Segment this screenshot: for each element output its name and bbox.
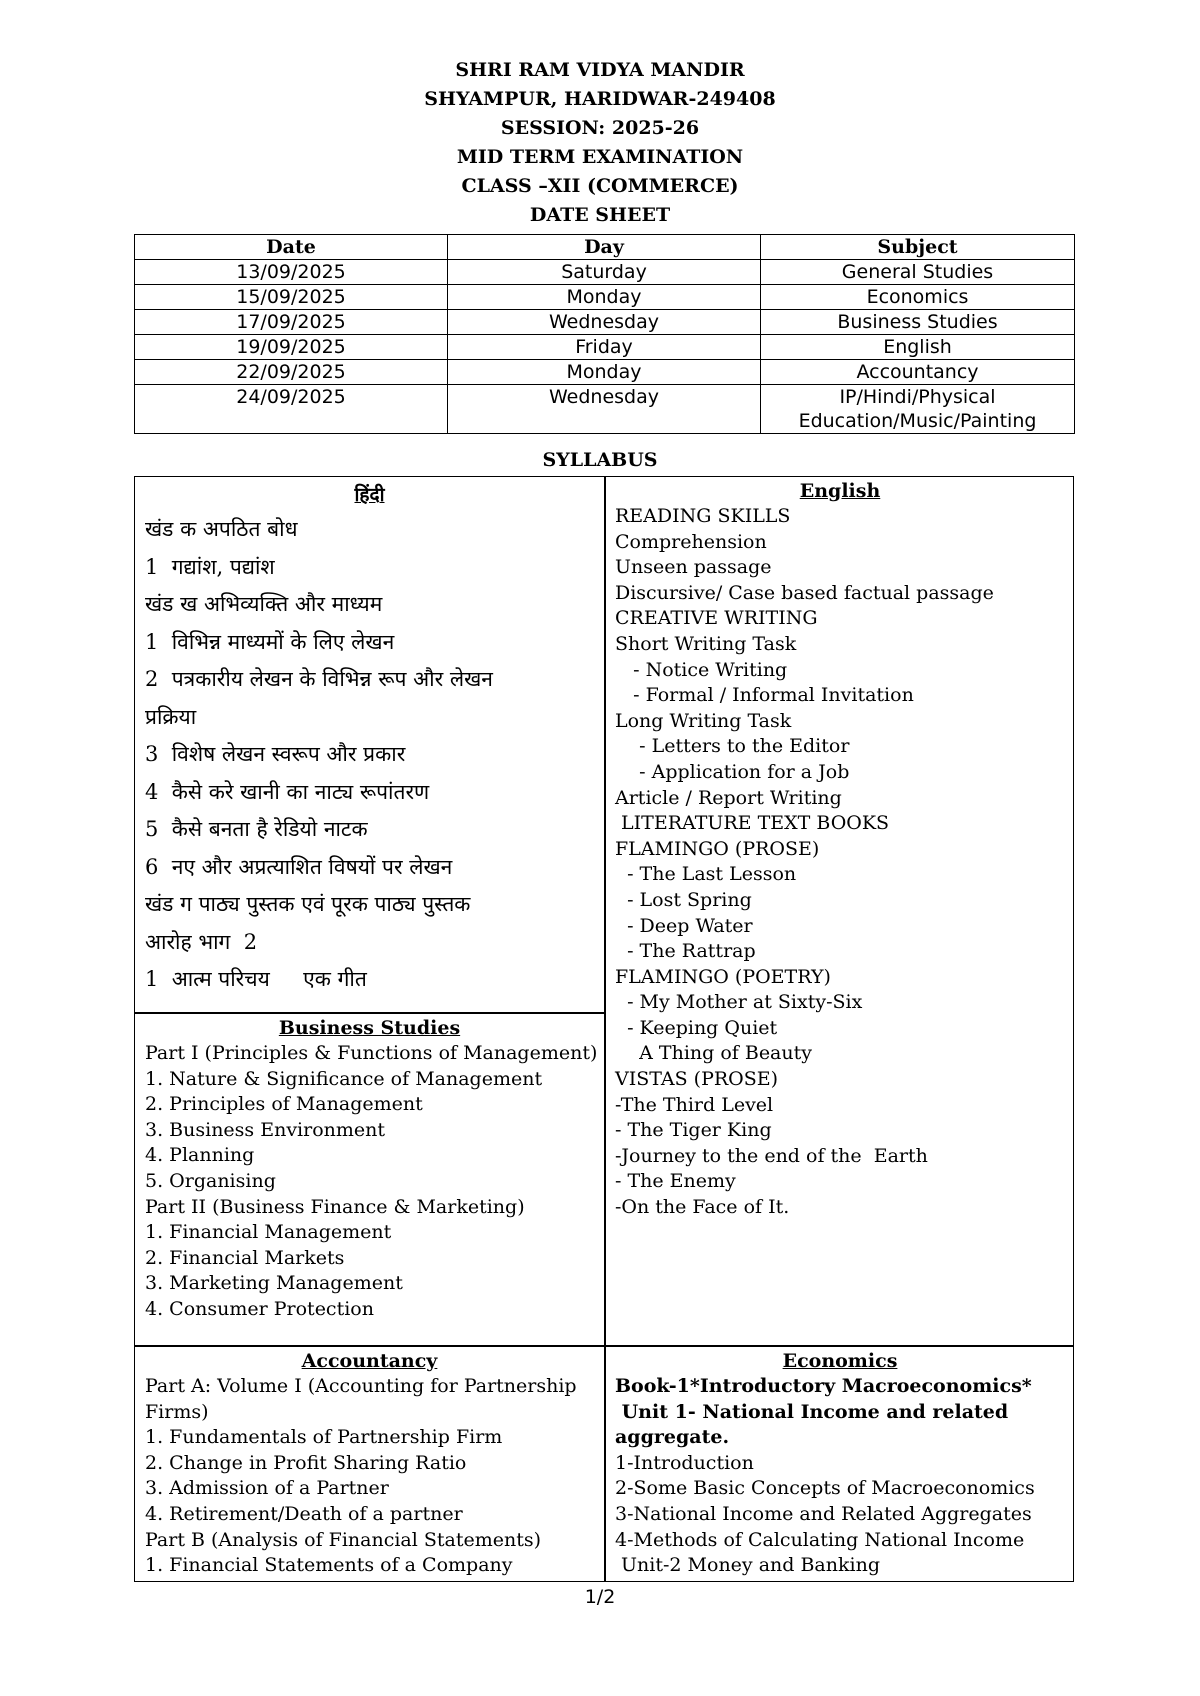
- english-syllabus-item: - Lost Spring: [615, 888, 752, 911]
- hindi-section: [135, 479, 604, 999]
- english-syllabus-item: FLAMINGO (POETRY): [615, 965, 831, 988]
- business-studies-syllabus-item: 2. Principles of Management: [145, 1093, 423, 1116]
- accountancy-syllabus-item: Firms): [145, 1400, 209, 1423]
- english-syllabus-item: VISTAS (PROSE): [615, 1068, 779, 1091]
- hindi-syllabus-item: आरोह भाग 2: [145, 929, 258, 954]
- day-cell: Friday: [448, 335, 761, 360]
- english-syllabus-item: - Keeping Quiet: [615, 1016, 778, 1039]
- table-row: [135, 310, 1075, 335]
- day-cell: Saturday: [448, 260, 761, 285]
- page-number: 1/2: [584, 1586, 616, 1608]
- table-header-row: [135, 235, 1075, 260]
- hindi-syllabus-item: प्रक्रिया: [145, 704, 197, 729]
- english-syllabus-item: - Deep Water: [615, 914, 753, 937]
- session: SESSION: 2025-26: [500, 117, 700, 139]
- day-cell: Monday: [448, 285, 761, 310]
- economics-unit-heading: Unit 1- National Income and related: [615, 1400, 1009, 1423]
- row-divider: [135, 1012, 605, 1014]
- date-cell: 24/09/2025: [135, 385, 448, 434]
- english-syllabus-item: - Application for a Job: [615, 760, 850, 783]
- english-syllabus-item: Long Writing Task: [615, 709, 792, 732]
- english-syllabus-item: - Formal / Informal Invitation: [615, 684, 914, 707]
- hindi-syllabus-item: 6 नए और अप्रत्याशित विषयों पर लेखन: [145, 854, 453, 879]
- english-syllabus-item: Comprehension: [615, 530, 767, 553]
- business-studies-syllabus-item: 5. Organising: [145, 1169, 276, 1192]
- economics-syllabus-item: Unit-2 Money and Banking: [615, 1554, 880, 1577]
- table-row: [135, 360, 1075, 385]
- english-syllabus-item: Short Writing Task: [615, 632, 797, 655]
- accountancy-syllabus-item: 1. Financial Statements of a Company: [145, 1554, 513, 1577]
- hindi-syllabus-item: 2 पत्रकारीय लेखन के विभिन्न रूप और लेखन: [145, 667, 493, 691]
- economics-syllabus-item: 4-Methods of Calculating National Income: [615, 1528, 1025, 1551]
- hindi-syllabus-item: 5 कैसे बनता है रेडियो नाटक: [145, 817, 368, 841]
- date-cell: 19/09/2025: [135, 335, 448, 360]
- business-studies-syllabus-item: Part II (Business Finance & Marketing): [145, 1195, 525, 1218]
- subject-cell: General Studies: [761, 260, 1075, 285]
- accountancy-syllabus-item: 1. Fundamentals of Partnership Firm: [145, 1426, 503, 1449]
- hindi-syllabus-item: खंड क अपठित बोध: [145, 517, 298, 541]
- date-cell: 13/09/2025: [135, 260, 448, 285]
- business-studies-syllabus-item: 2. Financial Markets: [145, 1246, 345, 1269]
- subject-cell: IP/Hindi/Physical Education/Music/Painting: [761, 385, 1075, 434]
- economics-syllabus-item: 2-Some Basic Concepts of Macroeconomics: [615, 1477, 1035, 1500]
- english-heading: English: [799, 480, 881, 502]
- subject-cell: Accountancy: [761, 360, 1075, 385]
- accountancy-syllabus-item: 4. Retirement/Death of a partner: [145, 1502, 463, 1525]
- accountancy-syllabus-item: Part A: Volume I (Accounting for Partnership: [145, 1375, 577, 1397]
- date-cell: 22/09/2025: [135, 360, 448, 385]
- subject-cell: English: [761, 335, 1075, 360]
- hindi-syllabus-item: 1 आत्म परिचय एक गीत: [145, 967, 367, 991]
- english-syllabus-item: -The Third Level: [615, 1093, 774, 1116]
- day-cell: Wednesday: [448, 385, 761, 434]
- class-name: CLASS –XII (COMMERCE): [461, 175, 739, 197]
- date-sheet-table: [134, 234, 1075, 434]
- economics-syllabus-item: 1-Introduction: [615, 1451, 754, 1474]
- row-divider: [135, 1345, 1073, 1347]
- day-cell: Monday: [448, 360, 761, 385]
- english-syllabus-item: FLAMINGO (PROSE): [615, 837, 820, 860]
- economics-heading: Economics: [782, 1350, 898, 1372]
- school-address: SHYAMPUR, HARIDWAR-249408: [424, 88, 776, 110]
- table-row: [135, 335, 1075, 360]
- table-row: [135, 385, 1075, 434]
- english-syllabus-item: LITERATURE TEXT BOOKS: [615, 812, 890, 835]
- english-syllabus-item: - My Mother at Sixty-Six: [615, 991, 863, 1014]
- document-header: [0, 56, 1200, 230]
- subject-cell: Economics: [761, 285, 1075, 310]
- accountancy-syllabus-item: 3. Admission of a Partner: [145, 1477, 389, 1500]
- hindi-syllabus-item: खंड ख अभिव्यक्ति और माध्यम: [145, 592, 383, 616]
- english-syllabus-item: A Thing of Beauty: [615, 1042, 812, 1065]
- english-syllabus-item: Unseen passage: [615, 556, 772, 579]
- english-syllabus-item: - Notice Writing: [615, 658, 788, 681]
- syllabus-title: SYLLABUS: [542, 449, 658, 471]
- english-syllabus-item: - The Rattrap: [615, 940, 756, 963]
- business-studies-section: [135, 1016, 604, 1323]
- hindi-syllabus-item: 1 गद्यांश, पद्यांश: [145, 554, 275, 579]
- english-syllabus-item: -Journey to the end of the Earth: [615, 1144, 928, 1167]
- english-syllabus-item: - The Last Lesson: [615, 863, 797, 886]
- business-studies-syllabus-item: 1. Financial Management: [145, 1221, 392, 1244]
- english-syllabus-item: - The Tiger King: [615, 1119, 772, 1142]
- english-syllabus-item: READING SKILLS: [615, 505, 791, 527]
- table-row: [135, 285, 1075, 310]
- day-cell: Wednesday: [448, 310, 761, 335]
- exam-title: MID TERM EXAMINATION: [456, 146, 744, 168]
- english-syllabus-item: Article / Report Writing: [615, 786, 842, 809]
- school-name: SHRI RAM VIDYA MANDIR: [455, 59, 745, 81]
- date-cell: 15/09/2025: [135, 285, 448, 310]
- column-header-day: Day: [448, 235, 761, 260]
- business-studies-syllabus-item: Part I (Principles & Functions of Management): [145, 1042, 598, 1064]
- english-syllabus-item: - The Enemy: [615, 1170, 736, 1193]
- business-studies-heading: Business Studies: [278, 1017, 461, 1039]
- economics-unit-heading: Book-1*Introductory Macroeconomics*: [615, 1375, 1032, 1397]
- hindi-syllabus-item: 4 कैसे करे खानी का नाट्य रूपांतरण: [145, 779, 430, 804]
- date-cell: 17/09/2025: [135, 310, 448, 335]
- accountancy-section: [135, 1349, 604, 1579]
- economics-syllabus-item: 3-National Income and Related Aggregates: [615, 1502, 1032, 1525]
- date-sheet-title: DATE SHEET: [529, 204, 671, 226]
- economics-unit-heading: aggregate.: [615, 1426, 730, 1449]
- accountancy-syllabus-item: 2. Change in Profit Sharing Ratio: [145, 1451, 467, 1474]
- column-header-date: Date: [135, 235, 448, 260]
- hindi-syllabus-item: 3 विशेष लेखन स्वरूप और प्रकार: [145, 742, 406, 766]
- hindi-syllabus-item: 1 विभिन्न माध्यमों के लिए लेखन: [145, 629, 395, 654]
- economics-section: [605, 1349, 1075, 1579]
- hindi-heading: हिंदी: [354, 484, 385, 506]
- subject-cell: Business Studies: [761, 310, 1075, 335]
- english-syllabus-item: -On the Face of It.: [615, 1196, 790, 1219]
- business-studies-syllabus-item: 3. Marketing Management: [145, 1272, 403, 1295]
- english-syllabus-item: CREATIVE WRITING: [615, 607, 818, 630]
- accountancy-syllabus-item: Part B (Analysis of Financial Statements): [145, 1528, 542, 1551]
- business-studies-syllabus-item: 1. Nature & Significance of Management: [145, 1067, 543, 1090]
- accountancy-heading: Accountancy: [301, 1350, 438, 1372]
- business-studies-syllabus-item: 3. Business Environment: [145, 1118, 386, 1141]
- business-studies-syllabus-item: 4. Consumer Protection: [145, 1297, 374, 1320]
- syllabus-grid: [134, 476, 1074, 1582]
- table-row: [135, 260, 1075, 285]
- hindi-syllabus-item: खंड ग पाठ्य पुस्तक एवं पूरक पाठ्य पुस्तक: [145, 892, 471, 916]
- english-section: [605, 479, 1075, 1221]
- column-header-subject: Subject: [761, 235, 1075, 260]
- english-syllabus-item: Discursive/ Case based factual passage: [615, 581, 994, 604]
- english-syllabus-item: - Letters to the Editor: [615, 735, 850, 758]
- business-studies-syllabus-item: 4. Planning: [145, 1144, 255, 1167]
